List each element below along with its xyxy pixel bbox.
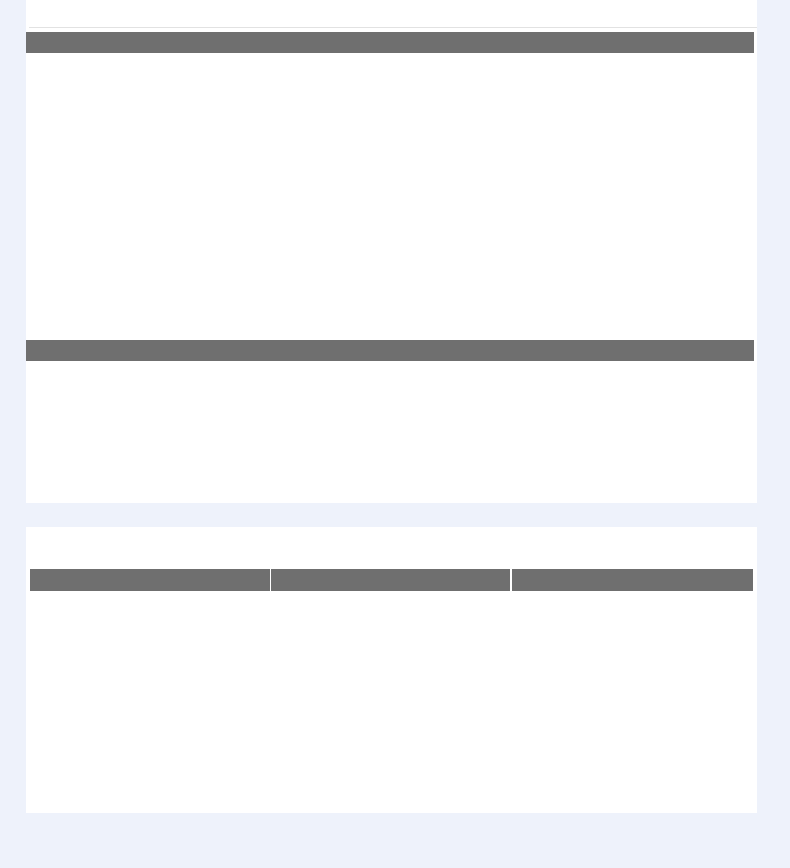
display-head-s	[271, 569, 510, 591]
range-title	[29, 0, 757, 28]
display-head-blank	[30, 569, 270, 591]
vacuum-bar	[26, 340, 754, 361]
display-head-e	[512, 569, 753, 591]
gauge-pressure-bar	[26, 32, 754, 53]
range-panel	[26, 0, 757, 503]
display-panel	[26, 527, 757, 813]
